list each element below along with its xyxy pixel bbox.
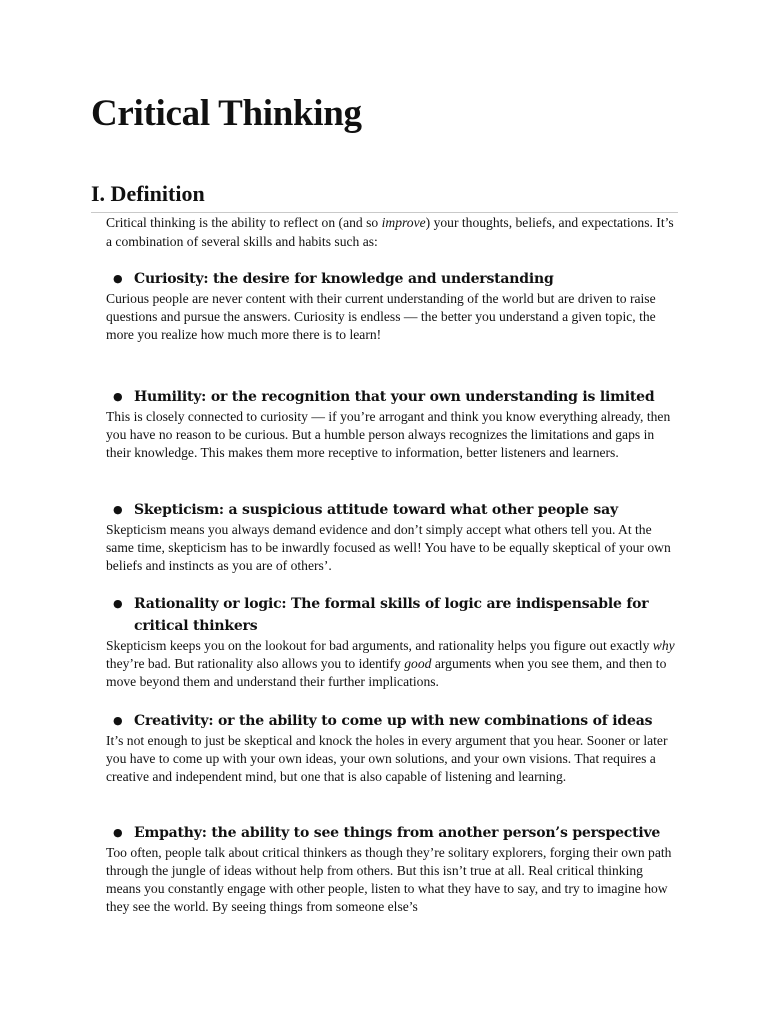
item-heading — [106, 386, 686, 408]
body-text: they’re bad. But rationality also allows you to identify — [106, 656, 405, 671]
bullet-icon: ● — [113, 390, 123, 403]
body-emphasis: good — [404, 656, 432, 671]
item-heading — [106, 822, 686, 844]
list-item-skepticism — [106, 499, 686, 575]
item-heading-text: Empathy: the ability to see things from another person’s perspective — [134, 825, 661, 841]
section-divider — [91, 212, 678, 213]
item-heading-text: Skepticism: a suspicious attitude toward what other people say — [134, 502, 618, 518]
bullet-icon: ● — [113, 826, 123, 839]
item-body: Curious people are never content with their current understanding of the world but are driven to raise questions and pursue the answers. Curiosity is endless — the better you understand a given topic, the more you realize how much more there is to learn! — [106, 291, 656, 342]
bullet-icon: ● — [113, 503, 123, 516]
body-text: arguments when you see them, and then to move beyond them and understand their further implications. — [106, 656, 667, 689]
body-text: Skepticism keeps you on the lookout for bad arguments, and rationality helps you figure out exactly — [106, 638, 653, 653]
intro-text-end: ) your thoughts, beliefs, and expectations. It’s a combination of several skills and habits such as: — [106, 215, 674, 249]
item-body: It’s not enough to just be skeptical and knock the holes in every argument that you hear. Sooner or later you have to come up with your own ideas, your own solutions, and your own visions. That requires a creative and independent mind, but one that is also capable of listening and learning. — [106, 733, 668, 784]
intro-paragraph — [106, 214, 676, 251]
item-heading-text: Creativity: or the ability to come up with new combinations of ideas — [134, 713, 653, 729]
item-heading-text: Rationality or logic: The formal skills of logic are indispensable for critical thinkers — [134, 596, 649, 634]
bullet-icon: ● — [113, 714, 123, 727]
item-body — [106, 637, 678, 691]
item-heading — [106, 593, 694, 637]
bullet-icon: ● — [113, 597, 123, 610]
item-body: Too often, people talk about critical thinkers as though they’re solitary explorers, forging their own path through the jungle of ideas without help from others. But this isn’t true at all. Real critical thinking means you constantly engage with other people, listen to what they have to say, and try to imagine how they see the world. By seeing things from someone else’s — [106, 845, 672, 914]
item-heading — [106, 499, 686, 521]
item-heading — [106, 710, 686, 732]
bullet-icon: ● — [113, 272, 123, 285]
section-heading: I. Definition — [91, 181, 205, 206]
item-heading-text: Curiosity: the desire for knowledge and understanding — [134, 271, 554, 287]
item-heading-text: Humility: or the recognition that your own understanding is limited — [134, 389, 655, 405]
intro-text-start: Critical thinking is the ability to reflect on (and so — [106, 215, 382, 230]
item-body: Skepticism means you always demand evidence and don’t simply accept what others tell you. At the same time, skepticism has to be inwardly focused as well! You have to be equally skeptical of your own beliefs and instincts as you are of others’. — [106, 522, 671, 573]
body-emphasis: why — [652, 638, 675, 653]
list-item-empathy — [106, 822, 686, 916]
document-title: Critical Thinking — [91, 93, 362, 134]
intro-emphasis: improve — [381, 215, 426, 230]
list-item-creativity — [106, 710, 686, 786]
list-item-rationality — [106, 593, 686, 691]
item-heading — [106, 268, 686, 290]
list-item-curiosity — [106, 268, 686, 344]
item-body: This is closely connected to curiosity — if you’re arrogant and think you know everything already, then you have no reason to be curious. But a humble person always recognizes the limitations and gaps in their knowledge. This makes them more receptive to information, better listeners and learners. — [106, 409, 671, 460]
list-item-humility — [106, 386, 686, 462]
